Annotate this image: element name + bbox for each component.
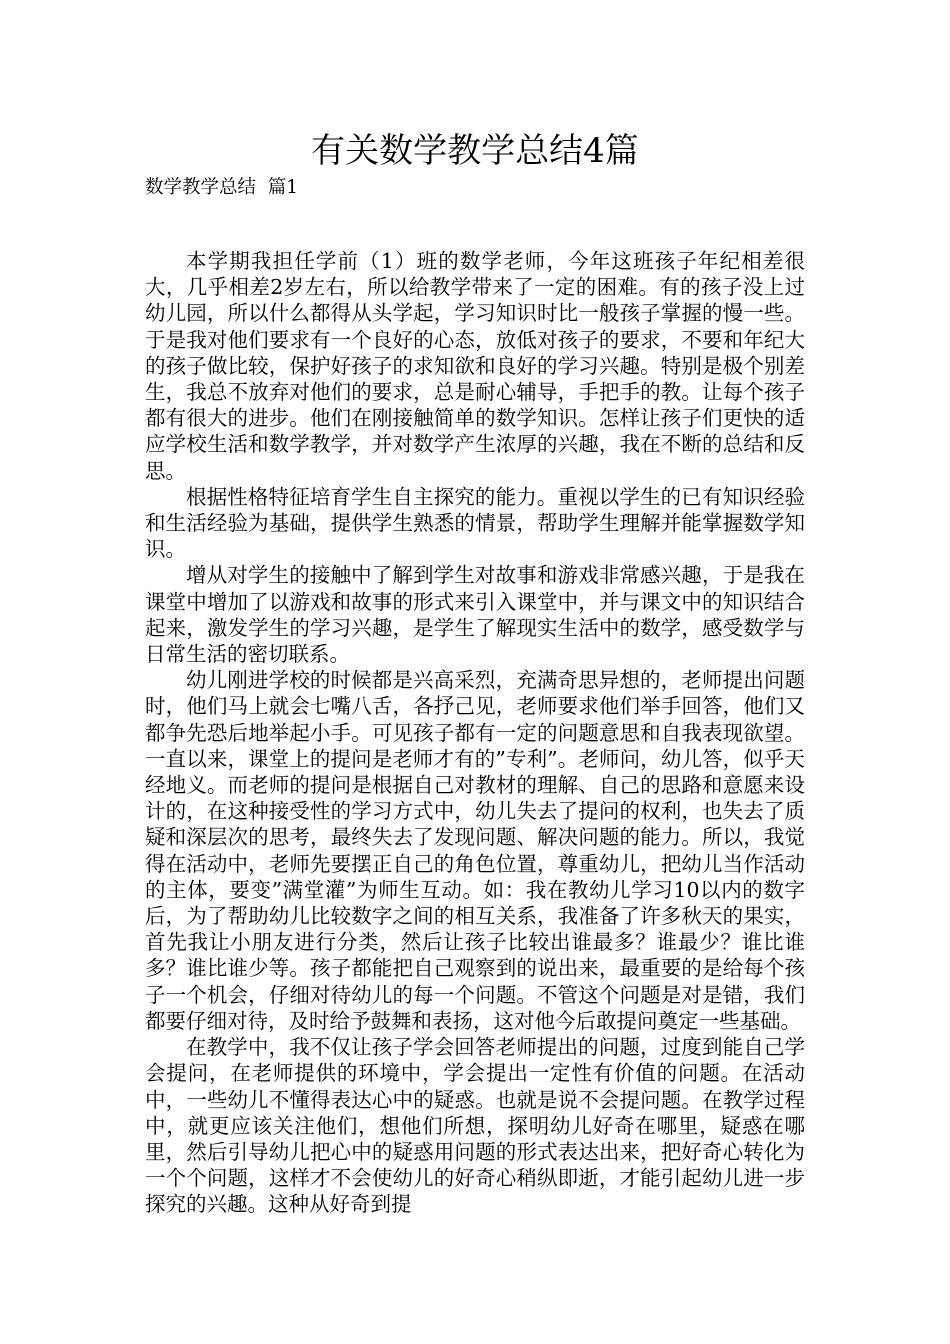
paragraph: 本学期我担任学前（1）班的数学老师，今年这班孩子年纪相差很大，几乎相差2岁左右，所以给教学带来了一定的困难。有的孩子没上过幼儿园，所以什么都得从头学起，学习知识时比一般孩子掌握的慢一些。于是我对他们要求有一个良好的心态，放低对孩子的要求，不要和年纪大的孩子做比较，保护好孩子的求知欲和良好的学习兴趣。特别是极个别差生，我总不放弃对他们的要求，总是耐心辅导，手把手的教。让每个孩子都有很大的进步。他们在刚接触简单的数学知识。怎样让孩子们更快的适应学校生活和数学教学，并对数学产生浓厚的兴趣，我在不断的总结和反思。 — [145, 249, 805, 483]
paragraph: 增从对学生的接触中了解到学生对故事和游戏非常感兴趣，于是我在课堂中增加了以游戏和故事的形式来引入课堂中，并与课文中的知识结合起来，激发学生的学习兴趣，是学生了解现实生活中的数学，感受数学与日常生活的密切联系。 — [145, 563, 805, 667]
paragraph: 在教学中，我不仅让孩子学会回答老师提出的问题，过度到能自己学会提问，在老师提供的环境中，学会提出一定性有价值的问题。在活动中，一些幼儿不懂得表达心中的疑惑。也就是说不会提问题。在教学过程中，就更应该关注他们，想他们所想，探明幼儿好奇在哪里，疑惑在哪里，然后引导幼儿把心中的疑惑用问题的形式表达出来，把好奇心转化为一个个问题，这样才不会使幼儿的好奇心稍纵即逝，才能引起幼儿进一步探究的兴趣。这种从好奇到提 — [145, 1035, 805, 1217]
document-title: 有关数学教学总结4篇 — [311, 131, 639, 171]
paragraph: 根据性格特征培育学生自主探究的能力。重视以学生的已有知识经验和生活经验为基础，提供学生熟悉的情景，帮助学生理解并能掌握数学知识。 — [145, 484, 805, 562]
paragraph: 幼儿刚进学校的时候都是兴高采烈，充满奇思异想的，老师提出问题时，他们马上就会七嘴八舌，各抒己见，老师要求他们举手回答，他们又都争先恐后地举起小手。可见孩子都有一定的问题意思和自我表现欲望。一直以来，课堂上的提问是老师才有的”专利”。老师问，幼儿答，似乎天经地义。而老师的提问是根据自己对教材的理解、自己的思路和意愿来设计的，在这种接受性的学习方式中，幼儿失去了提问的权利，也失去了质疑和深层次的思考，最终失去了发现问题、解决问题的能力。所以，我觉得在活动中，老师先要摆正自己的角色位置，尊重幼儿，把幼儿当作活动的主体，要变”满堂灌”为师生互动。如：我在教幼儿学习10以内的数字后，为了帮助幼儿比较数字之间的相互关系，我准备了许多秋天的果实，首先我让小朋友进行分类，然后让孩子比较出谁最多？谁最少？谁比谁多？谁比谁少等。孩子都能把自己观察到的说出来，最重要的是给每个孩子一个机会，仔细对待幼儿的每一个问题。不管这个问题是对是错，我们都要仔细对待，及时给予鼓舞和表扬，这对他今后敢提问奠定一些基础。 — [145, 668, 805, 1033]
document-body — [145, 248, 805, 1218]
section-heading: 数学教学总结 篇1 — [145, 177, 299, 198]
